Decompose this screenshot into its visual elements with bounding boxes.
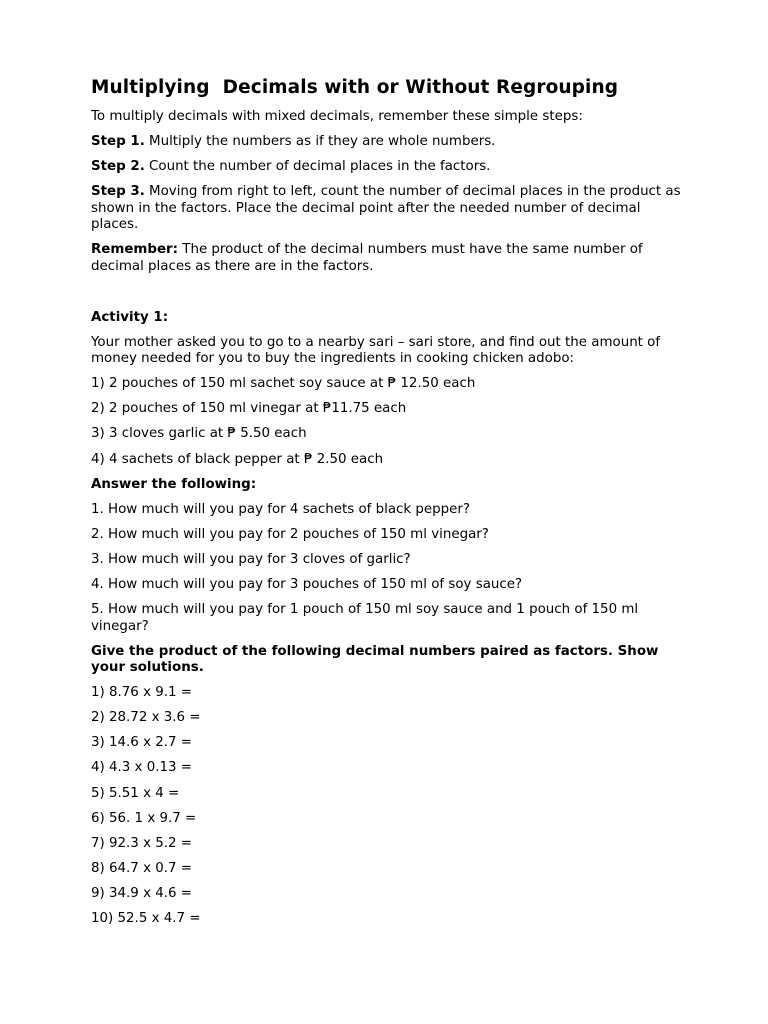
product-item: 7) 92.3 x 5.2 = xyxy=(91,835,193,851)
document-title: Multiplying Decimals with or Without Regrouping xyxy=(91,77,619,98)
remember-note xyxy=(91,242,691,275)
step-3-text: Moving from right to left, count the number of decimal places in the product as shown in the factors. Place the decimal point after the needed number of decimal places. xyxy=(91,184,681,233)
products-heading xyxy=(91,644,691,677)
question-item: 3. How much will you pay for 3 cloves of garlic? xyxy=(91,551,411,567)
product-item: 10) 52.5 x 4.7 = xyxy=(91,910,201,926)
product-item: 5) 5.51 x 4 = xyxy=(91,785,180,801)
product-item: 3) 14.6 x 2.7 = xyxy=(91,735,193,751)
questions-heading xyxy=(91,477,691,493)
intro-text: To multiply decimals with mixed decimals, remember these simple steps: xyxy=(91,109,583,124)
ingredient-item: 2) 2 pouches of 150 ml vinegar at ₱11.75 each xyxy=(91,401,407,417)
step-3 xyxy=(91,184,691,233)
product-item: 8) 64.7 x 0.7 = xyxy=(91,860,193,876)
products-heading-text: Give the product of the following decimal numbers paired as factors. Show your solutions. xyxy=(91,643,659,676)
ingredient-item: 1) 2 pouches of 150 ml sachet soy sauce at ₱ 12.50 each xyxy=(91,376,476,392)
section-spacer xyxy=(91,284,691,310)
ingredient-item: 3) 3 cloves garlic at ₱ 5.50 each xyxy=(91,426,307,442)
remember-text: The product of the decimal numbers must have the same number of decimal places as there are in the factors. xyxy=(91,242,643,274)
step-2-label: Step 2. xyxy=(91,159,145,175)
step-1-label: Step 1. xyxy=(91,134,145,150)
question-item: 2. How much will you pay for 2 pouches of 150 ml vinegar? xyxy=(91,526,489,542)
step-1-text: Multiply the numbers as if they are whole numbers. xyxy=(144,134,496,150)
step-3-label: Step 3. xyxy=(91,184,145,200)
activity-scenario: Your mother asked you to go to a nearby sari – sari store, and find out the amount of money needed for you to buy the ingredients in cooking chicken adobo: xyxy=(91,334,661,367)
product-item: 9) 34.9 x 4.6 = xyxy=(91,885,193,901)
step-2 xyxy=(91,159,691,175)
product-item: 2) 28.72 x 3.6 = xyxy=(91,710,201,726)
activity-heading xyxy=(91,310,691,326)
products-list xyxy=(91,685,691,927)
document-page xyxy=(91,76,691,936)
activity-heading-text: Activity 1: xyxy=(91,309,169,325)
product-item: 6) 56. 1 x 9.7 = xyxy=(91,810,197,826)
questions-heading-text: Answer the following: xyxy=(91,476,257,492)
step-2-text: Count the number of decimal places in the factors. xyxy=(144,159,491,175)
question-item: 1. How much will you pay for 4 sachets of black pepper? xyxy=(91,501,471,517)
product-item: 4) 4.3 x 0.13 = xyxy=(91,760,193,776)
step-1 xyxy=(91,134,691,150)
remember-label: Remember: xyxy=(91,242,179,258)
question-item: 5. How much will you pay for 1 pouch of 150 ml soy sauce and 1 pouch of 150 ml vinegar? xyxy=(91,602,639,634)
question-item: 4. How much will you pay for 3 pouches of 150 ml of soy sauce? xyxy=(91,577,523,593)
ingredient-item: 4) 4 sachets of black pepper at ₱ 2.50 each xyxy=(91,451,384,467)
product-item: 1) 8.76 x 9.1 = xyxy=(91,685,193,701)
